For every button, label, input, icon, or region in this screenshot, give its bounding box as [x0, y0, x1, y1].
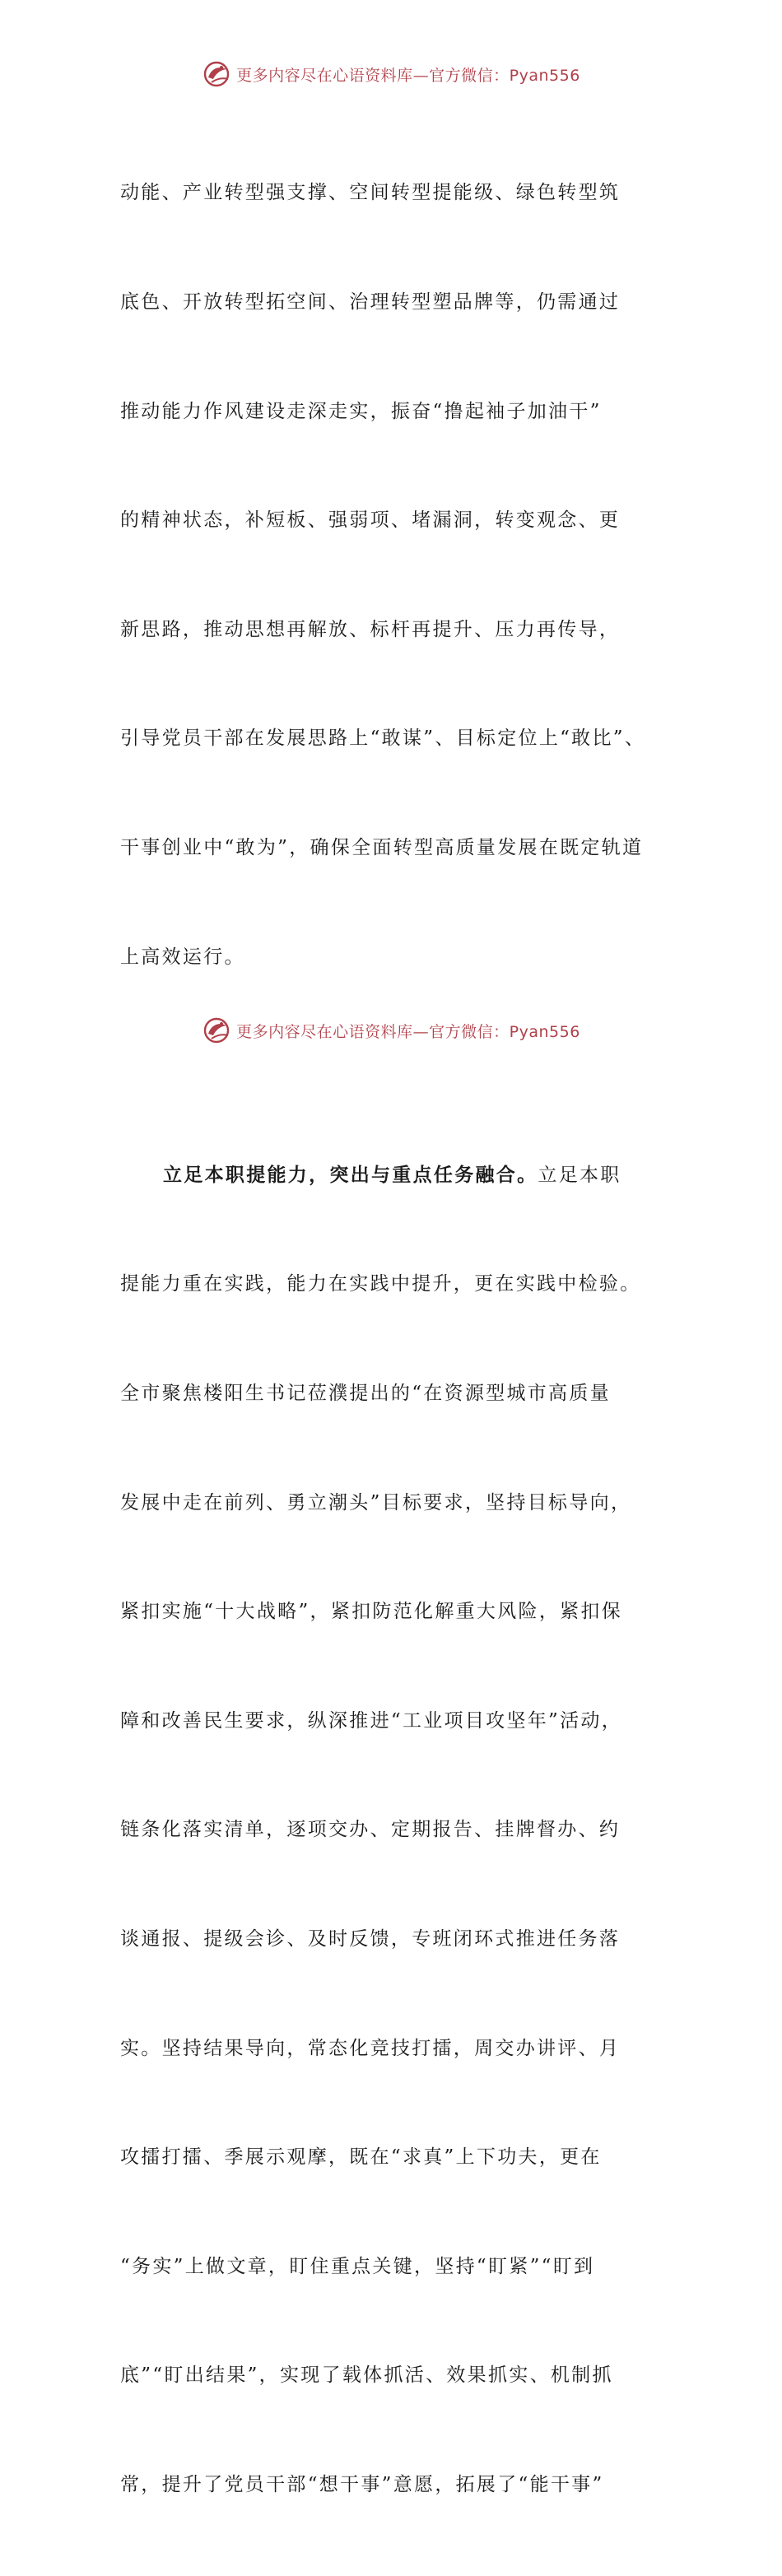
paragraph-2: [120, 1084, 676, 2575]
text-line: 紧扣实施“十大战略”，紧扣防范化解重大风险，紧扣保: [120, 1601, 623, 1623]
section-heading: 立足本职提能力，突出与重点任务融合。: [163, 1164, 538, 1186]
document-body: [120, 102, 676, 2576]
text-line: 干事创业中“敢为”，确保全面转型高质量发展在既定轨道: [120, 837, 644, 859]
text-line: 全市聚焦楼阳生书记莅濮提出的“在资源型城市高质量: [120, 1382, 611, 1404]
text-line: 的精神状态，补短板、强弱项、堵漏洞，转变观念、更: [120, 509, 621, 532]
text-line: 推动能力作风建设走深走实，振奋“撸起袖子加油干”: [120, 400, 602, 422]
text-line: 实。坚持结果导向，常态化竞技打擂，周交办讲评、月: [120, 2037, 621, 2059]
paragraph-spacer: [120, 1048, 676, 1084]
seal-logo-icon: [202, 1016, 231, 1045]
heading-line: [120, 1157, 676, 1193]
header-watermark: [0, 59, 782, 89]
text-line: 引导党员干部在发展思路上“敢谋”、目标定位上“敢比”、: [120, 728, 646, 750]
text-line: 发展中走在前列、勇立潮头”目标要求，坚持目标导向，: [120, 1491, 632, 1514]
text-line: 谈通报、提级会诊、及时反馈，专班闭环式推进任务落: [120, 1927, 621, 1950]
watermark-text: 更多内容尽在心语资料库—官方微信：Pyan556: [236, 1022, 580, 1041]
watermark-text: 更多内容尽在心语资料库—官方微信：Pyan556: [236, 66, 580, 85]
text-line: 新思路，推动思想再解放、标杆再提升、压力再传导，: [120, 618, 621, 640]
text-line: 底”“盯出结果”，实现了载体抓活、效果抓实、机制抓: [120, 2364, 613, 2387]
seal-logo-icon: [202, 59, 231, 89]
text-line: 提能力重在实践，能力在实践中提升，更在实践中检验。: [120, 1273, 641, 1295]
text-line: 常，提升了党员干部“想干事”意愿，拓展了“能干事”: [120, 2474, 604, 2495]
heading-line-rest: 立足本职: [538, 1164, 621, 1186]
text-line: “务实”上做文章，盯住重点关键，坚持“盯紧”“盯到: [120, 2255, 595, 2277]
text-line: 攻擂打擂、季展示观摩，既在“求真”上下功夫，更在: [120, 2146, 602, 2169]
paragraph-1: [120, 102, 676, 1048]
text-line: 障和改善民生要求，纵深推进“工业项目攻坚年”活动，: [120, 1709, 623, 1732]
text-line: 上高效运行。: [120, 946, 245, 968]
text-line: 底色、开放转型拓空间、治理转型塑品牌等，仍需通过: [120, 291, 621, 314]
footer-watermark: [0, 1016, 782, 1045]
text-line: 动能、产业转型强支撑、空间转型提能级、绿色转型筑: [120, 182, 621, 204]
text-line: 链条化落实清单，逐项交办、定期报告、挂牌督办、约: [120, 1819, 621, 1841]
